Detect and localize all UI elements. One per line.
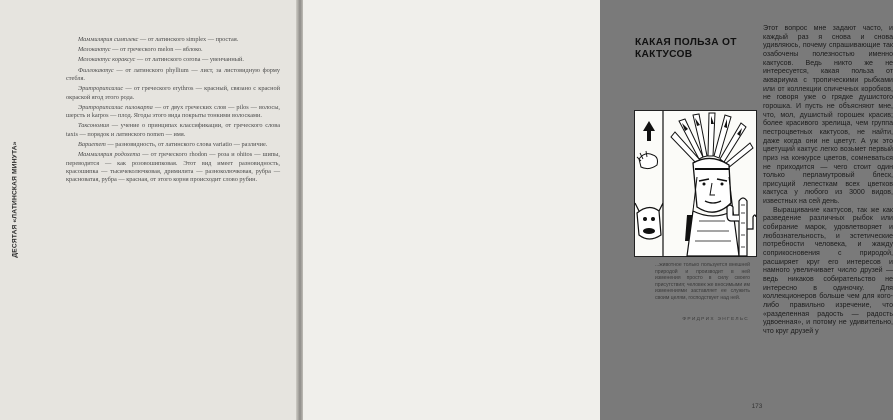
running-header: ДЕСЯТАЯ «ЛАТИНСКАЯ МИНУТА» [11,141,19,258]
glossary-entry: Маммилярия родохета — от греческого rhodon — роза и ohitos — шипы, переводится — как розовошипковая. Этот вид имеет разновидность, красошипка — тысячеколючковая, дримилита — разноколючковая, рубра — красноватая, рубра — красная, от этого корня происходит слово рубин. [66,151,280,184]
body-paragraph: Этот вопрос мне задают часто, и каждый раз я снова и снова удивляюсь, почему спрашивающие так озабочены полезностью именно кактусов. Ведь никто же не интересуется, какая польза от аквариума с тропическими рыбками или от коллекции спичечных коробков, не говоря уже о грядке душистого горошка. И пусть не объясняют мне, что, мол, душистый горошек красив; более красивого зрелища, чем группа пестроцветных кактусов, не найти, даже когда они не цветут. А уж это цветущий кактус легко возьмет первый приз на конкурсе цветов, сомневаться не приходится — чего стоит один только перламутровый блеск, присущий лепесткам всех цветков кактуса у любого из 3000 видов, известных на сей день. [763,25,893,206]
article-body [763,25,893,337]
epigraph-author: ФРИДРИХ ЭНГЕЛЬС [682,317,749,322]
glossary-entry: Эритрорипсалис — от греческого erythros — красный, связано с красной окраской ягод этого рода. [66,85,280,101]
glossary-entry: Мелокактус — от греческого melon — яблоко. [78,46,203,54]
glossary-entry: Мелокактус кораксус — от латинского corona — увенчанный. [78,56,244,64]
cow-figure [637,207,661,239]
right-page [303,0,893,420]
glossary-entry: Вариетет — разновидность, от латинского слова variatio — различие. [78,141,268,149]
epigraph-text: ...животное только пользуется внешней природой и производит в ней изменения просто в силу своего присутствия; человек же вносимыми им изменениями заставляет ее служить своим целям, господствует над ней. [655,262,750,301]
glossary-entry: Эритрорипсалис пилокарпа — от двух греческих слов — pilos — волосы, шерсть и karpos — плод. Ягоды этого вида покрыты тонкими волосками. [66,103,281,120]
illustration [634,110,757,257]
cactus-illustration [635,111,756,256]
glossary-entry: Таксономия — учение о принципах классификации, от греческого слова taxis — порядок и латинского nomen — имя. [66,122,280,138]
glossary-text [66,36,280,187]
glossary-entry: Маммилярия симплекс — от латинского simplex — простая. [78,36,239,43]
body-paragraph: Выращивание кактусов, так же как разведение различных рыбок или собирание марок, удовлетворяет и любознательность, и эстетические потребности человека, и жажду соприкосновения с природой, расширяет круг его интересов и намного увеличивает число друзей — ведь никаков собирательство не интересно в одиночку. Для коллекционеров больше чем для кого-либо правильно изречение, что «разделенная радость — радость удвоенная», и потому не удивительно, что круг друзей у [763,206,893,335]
glossary-entry: Филлокактус — от латинского phyllium — лист, за листовидную форму стебля. [66,66,280,83]
left-page [0,0,297,420]
article-title: КАКАЯ ПОЛЬЗА ОТ КАКТУСОВ [635,37,737,60]
page-number: 173 [751,403,763,410]
